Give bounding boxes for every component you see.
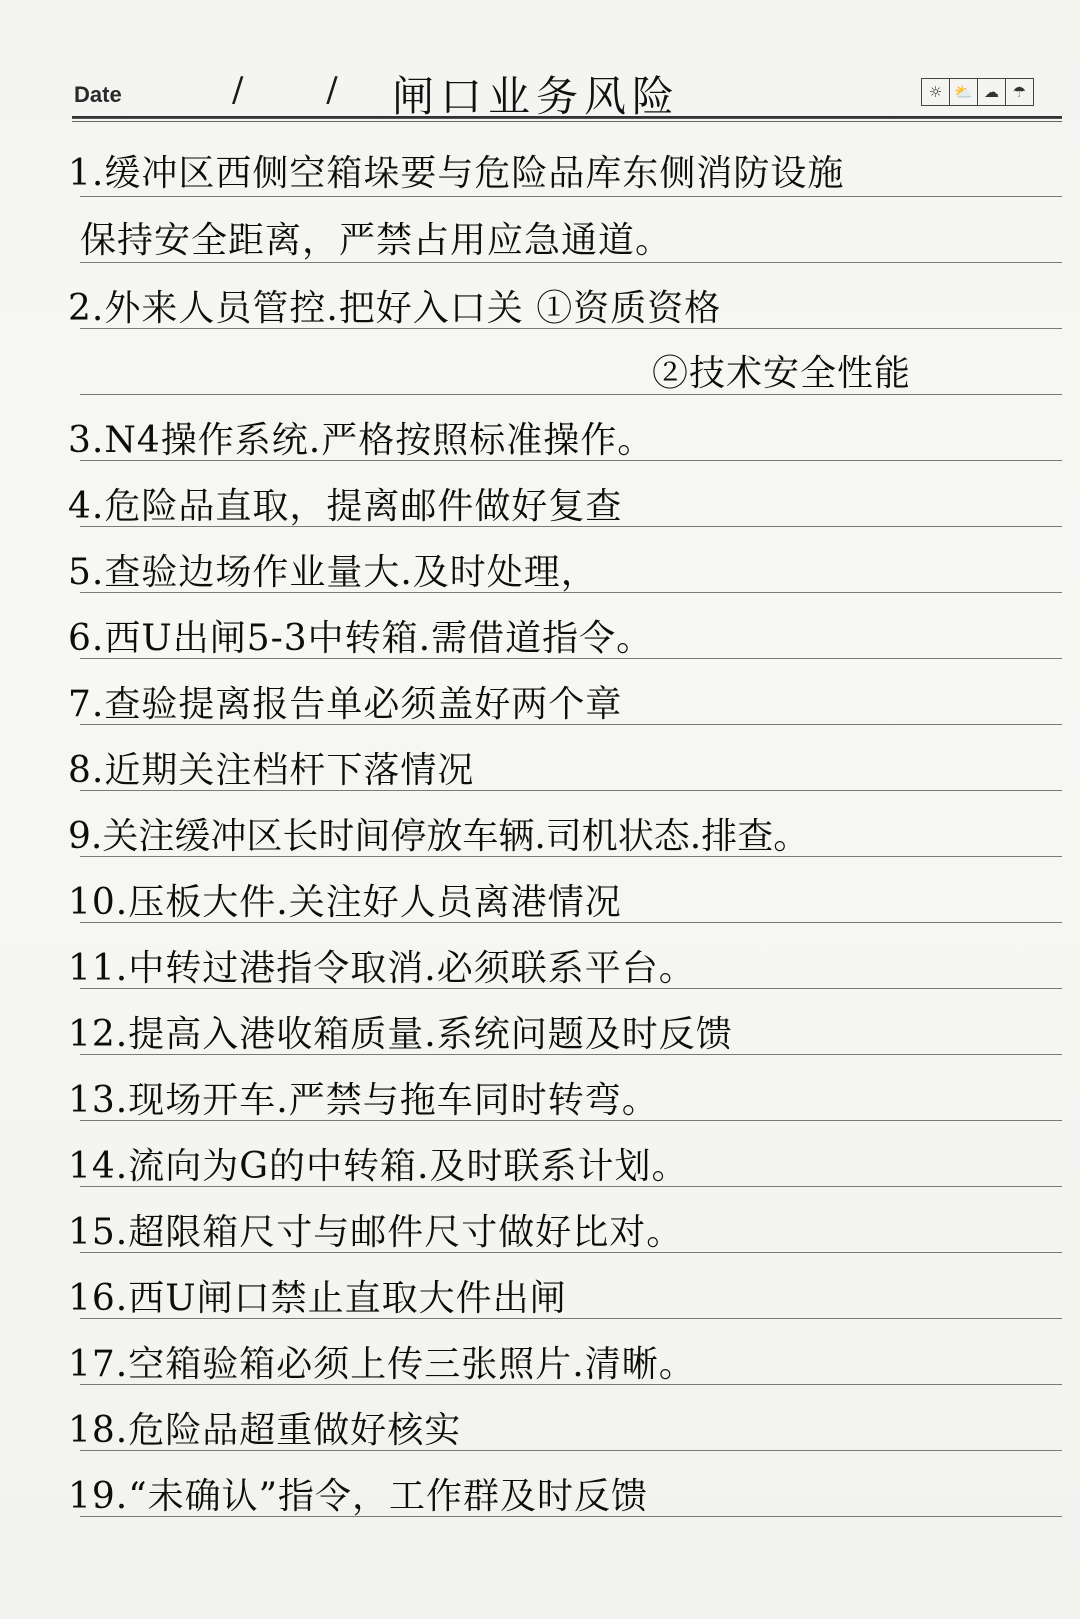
sun-icon: ☼: [922, 79, 950, 105]
entry-line: 14.流向为G的中转箱.及时联系计划。: [68, 1146, 689, 1187]
entry-line: 11.中转过港指令取消.必须联系平台。: [68, 948, 696, 989]
entry-line: 13.现场开车.严禁与拖车同时转弯。: [68, 1080, 659, 1121]
cloud-icon: ☁: [978, 79, 1006, 105]
ruled-line: [80, 196, 1062, 197]
entry-line: 3.N4操作系统.严格按照标准操作。: [68, 420, 655, 461]
entry-line: 6.西U出闸5-3中转箱.需借道指令。: [68, 618, 654, 659]
entry-line: 16.西U闸口禁止直取大件出闸: [68, 1278, 567, 1319]
entry-line: 10.压板大件.关注好人员离港情况: [68, 882, 622, 923]
page-title: 闸口业务风险: [392, 72, 681, 121]
entry-line: 18.危险品超重做好核实: [68, 1410, 462, 1451]
entry-line: 19.“未确认”指令，工作群及时反馈: [68, 1476, 649, 1517]
umbrella-icon: ☂: [1012, 83, 1027, 101]
ruled-line: [80, 394, 1062, 395]
entry-line: 1.缓冲区西侧空箱垛要与危险品库东侧消防设施: [68, 153, 845, 194]
entry-line: 12.提高入港收箱质量.系统问题及时反馈: [68, 1014, 733, 1055]
entry-line: 4.危险品直取，提离邮件做好复查: [68, 486, 623, 527]
entry-line: 9.关注缓冲区长时间停放车辆.司机状态.排查。: [68, 816, 810, 857]
entry-line: 保持安全距离，严禁占用应急通道。: [80, 220, 673, 261]
entry-line: 7.查验提离报告单必须盖好两个章: [68, 684, 623, 725]
entry-line: 5.查验边场作业量大.及时处理，: [68, 552, 598, 593]
entry-line: 2.外来人员管控.把好入口关 ①资质资格: [68, 288, 722, 329]
partly-cloudy-icon: ⛅: [950, 79, 978, 105]
date-field: / /: [232, 70, 374, 110]
date-label: Date: [74, 82, 122, 107]
entry-line: 15.超限箱尺寸与邮件尺寸做好比对。: [68, 1212, 684, 1253]
entry-line: 17.空箱验箱必须上传三张照片.清晰。: [68, 1344, 696, 1385]
entry-line: 8.近期关注档杆下落情况: [68, 750, 475, 791]
entry-line: ②技术安全性能: [652, 353, 912, 394]
